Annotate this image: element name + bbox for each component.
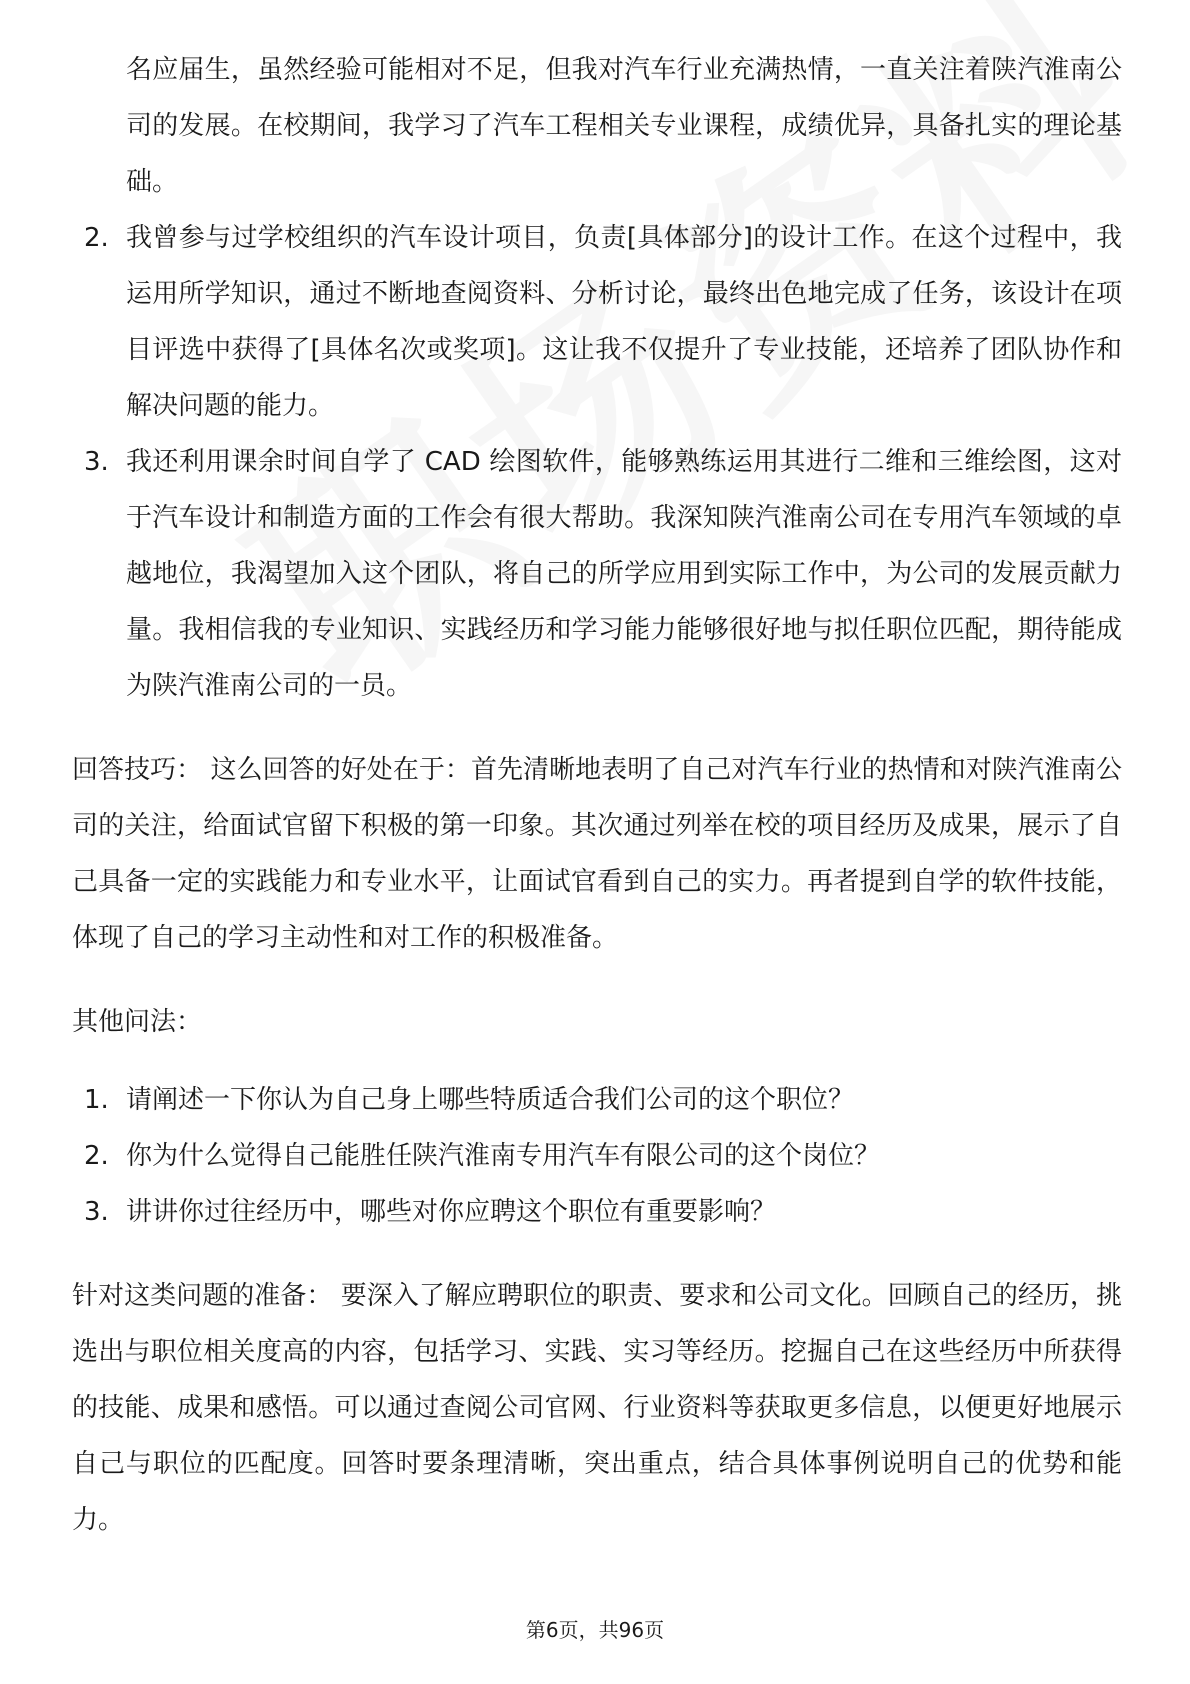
preparation-advice: 针对这类问题的准备： 要深入了解应聘职位的职责、要求和公司文化。回顾自己的经历，挑选出与职位相关度高的内容，包括学习、实践、实习等经历。挖掘自己在这些经历中所获得的技能、成果和感悟。可以通过查阅公司官网、行业资料等获取更多信息，以便更好地展示自己与职位的匹配度。回答时要条理清晰，突出重点，结合具体事例说明自己的优势和能力。	[72, 1281, 1122, 1535]
other-question-item	[72, 1184, 1122, 1240]
answer-item-number: 2.	[84, 223, 109, 253]
answer-item-text: 我还利用课余时间自学了 CAD 绘图软件，能够熟练运用其进行二维和三维绘图，这对于汽车设计和制造方面的工作会有很大帮助。我深知陕汽淮南公司在专用汽车领域的卓越地位，我渴望加入这个团队，将自己的所学应用到实际工作中，为公司的发展贡献力量。我相信我的专业知识、实践经历和学习能力能够很好地与拟任职位匹配，期待能成为陕汽淮南公司的一员。	[126, 447, 1122, 701]
other-question-item	[72, 1128, 1122, 1184]
other-questions-heading: 其他问法：	[72, 1007, 203, 1037]
page-content	[72, 42, 1122, 1548]
answer-item-text: 我曾参与过学校组织的汽车设计项目，负责[具体部分]的设计工作。在这个过程中，我运用所学知识，通过不断地查阅资料、分析讨论，最终出色地完成了任务，该设计在项目评选中获得了[具体名次或奖项]。这让我不仅提升了专业技能，还培养了团队协作和解决问题的能力。	[126, 223, 1122, 421]
question-text: 讲讲你过往经历中，哪些对你应聘这个职位有重要影响？	[126, 1197, 777, 1227]
question-text: 你为什么觉得自己能胜任陕汽淮南专用汽车有限公司的这个岗位？	[126, 1141, 881, 1171]
answer-item-2	[72, 210, 1122, 434]
question-number: 2.	[84, 1141, 109, 1171]
answer-tips: 回答技巧： 这么回答的好处在于：首先清晰地表明了自己对汽车行业的热情和对陕汽淮南公司的关注，给面试官留下积极的第一印象。其次通过列举在校的项目经历及成果，展示了自己具备一定的实践能力和专业水平，让面试官看到自己的实力。再者提到自学的软件技能，体现了自己的学习主动性和对工作的积极准备。	[72, 755, 1122, 953]
other-question-item	[72, 1072, 1122, 1128]
intro-continued: 名应届生，虽然经验可能相对不足，但我对汽车行业充满热情，一直关注着陕汽淮南公司的发展。在校期间，我学习了汽车工程相关专业课程，成绩优异，具备扎实的理论基础。	[126, 55, 1122, 197]
answer-item-3	[72, 434, 1122, 714]
question-text: 请阐述一下你认为自己身上哪些特质适合我们公司的这个职位？	[126, 1085, 855, 1115]
question-number: 1.	[84, 1085, 109, 1115]
question-number: 3.	[84, 1197, 109, 1227]
answer-item-number: 3.	[84, 447, 109, 477]
page-number-footer: 第6页，共96页	[525, 1618, 665, 1642]
